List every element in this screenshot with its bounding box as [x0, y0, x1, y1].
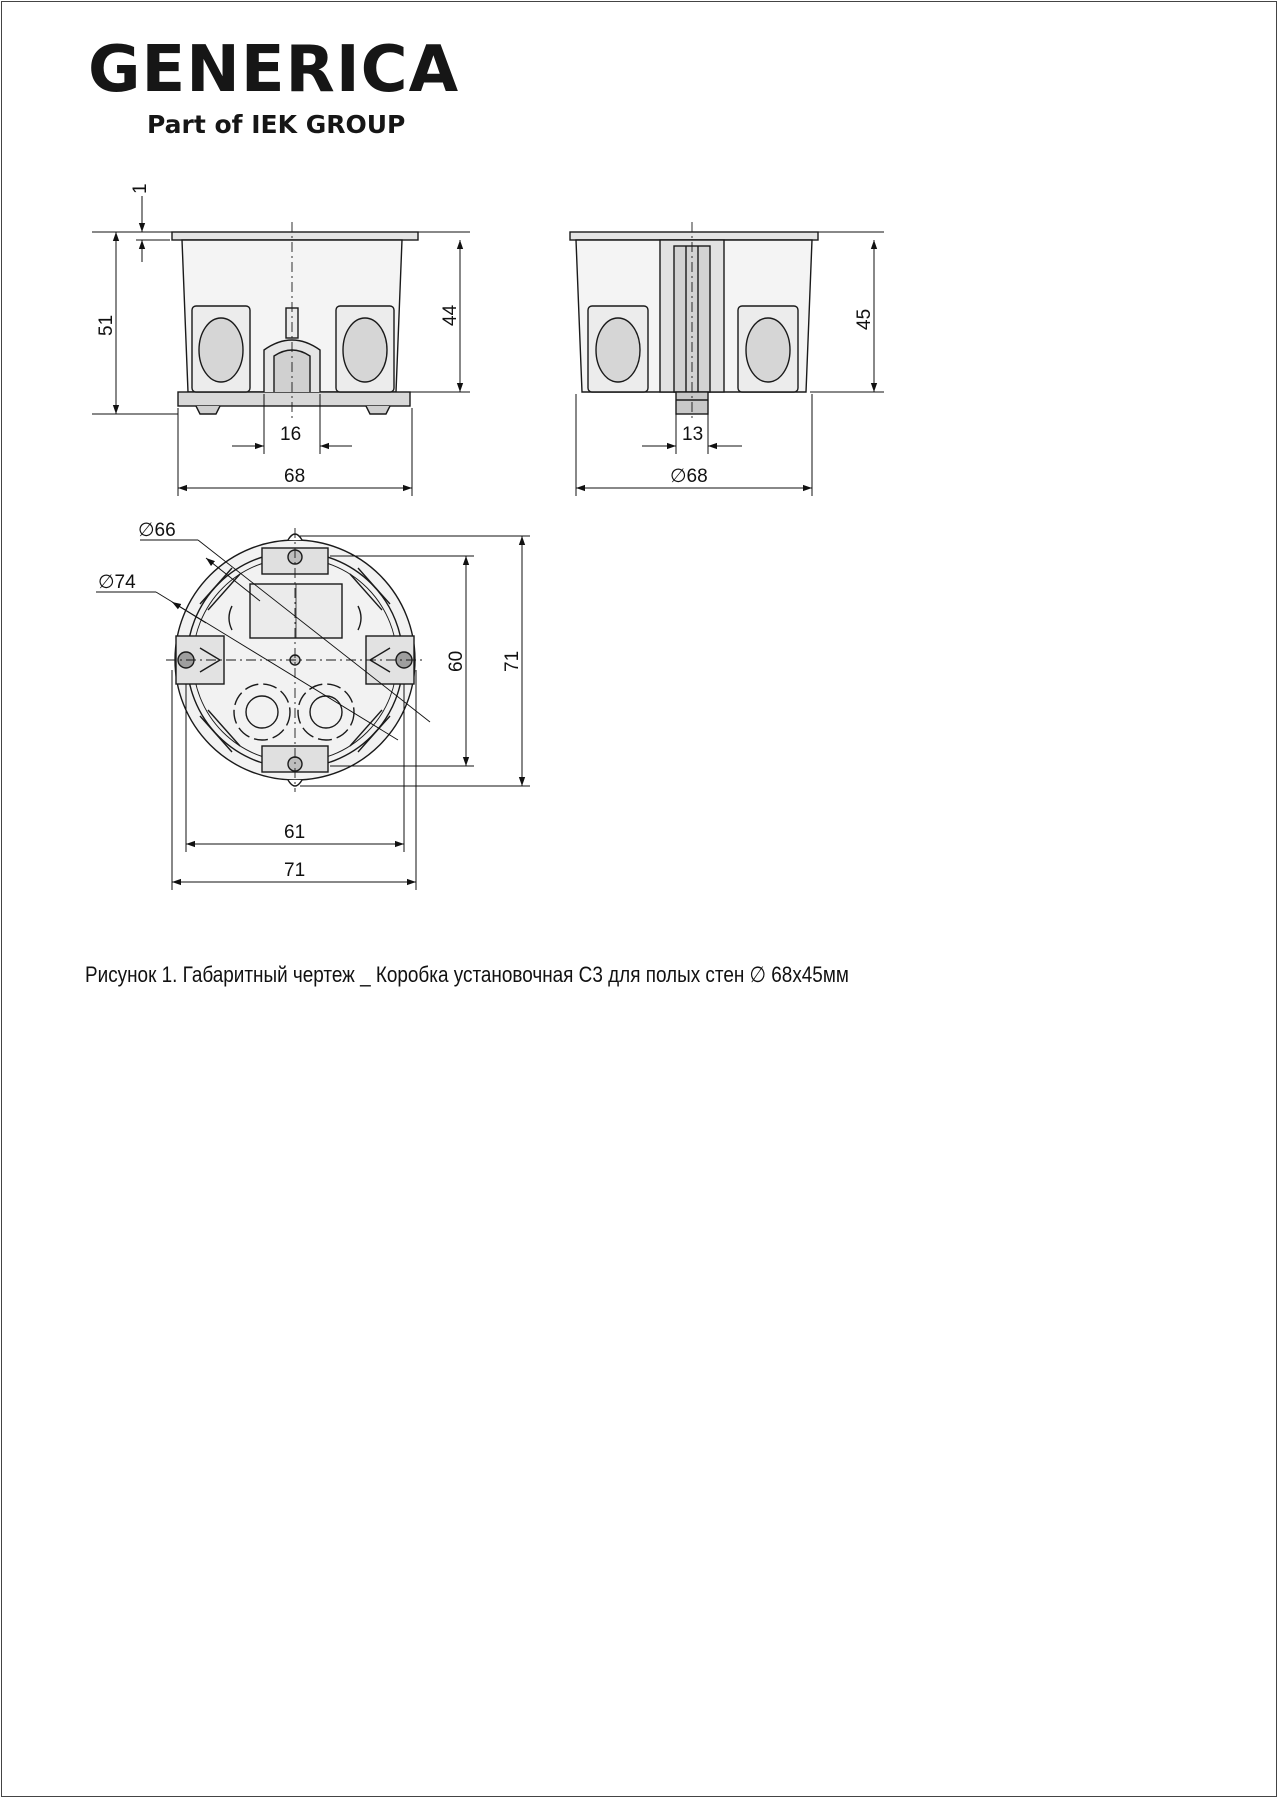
dim-flange-thickness: 1: [130, 183, 151, 194]
dim-outer-diameter: ∅74: [98, 572, 136, 593]
brand-logo: GENERICA: [88, 33, 460, 107]
side-view: [570, 222, 818, 418]
dim-total-height: 51: [96, 314, 117, 336]
dim-mount-spacing-v: 60: [446, 650, 467, 672]
dim-body-height: 44: [440, 304, 461, 326]
figure-caption: Рисунок 1. Габаритный чертеж _ Коробка установочная С3 для полых стен ∅ 68х45мм: [85, 962, 849, 987]
front-view: [172, 222, 418, 418]
brand-tagline: Part of IEK GROUP: [147, 110, 406, 139]
top-view: [166, 528, 424, 792]
dim-clip-width: 13: [682, 424, 704, 445]
dim-overall-h: 71: [284, 860, 306, 881]
dim-overall-v: 71: [502, 650, 523, 672]
dim-front-width: 68: [284, 466, 306, 487]
dim-side-height: 45: [854, 308, 875, 330]
dim-side-diameter: ∅68: [670, 466, 708, 487]
dim-mount-spacing-h: 61: [284, 822, 306, 843]
dim-slot-width: 16: [280, 424, 302, 445]
dim-inner-diameter: ∅66: [138, 520, 176, 541]
